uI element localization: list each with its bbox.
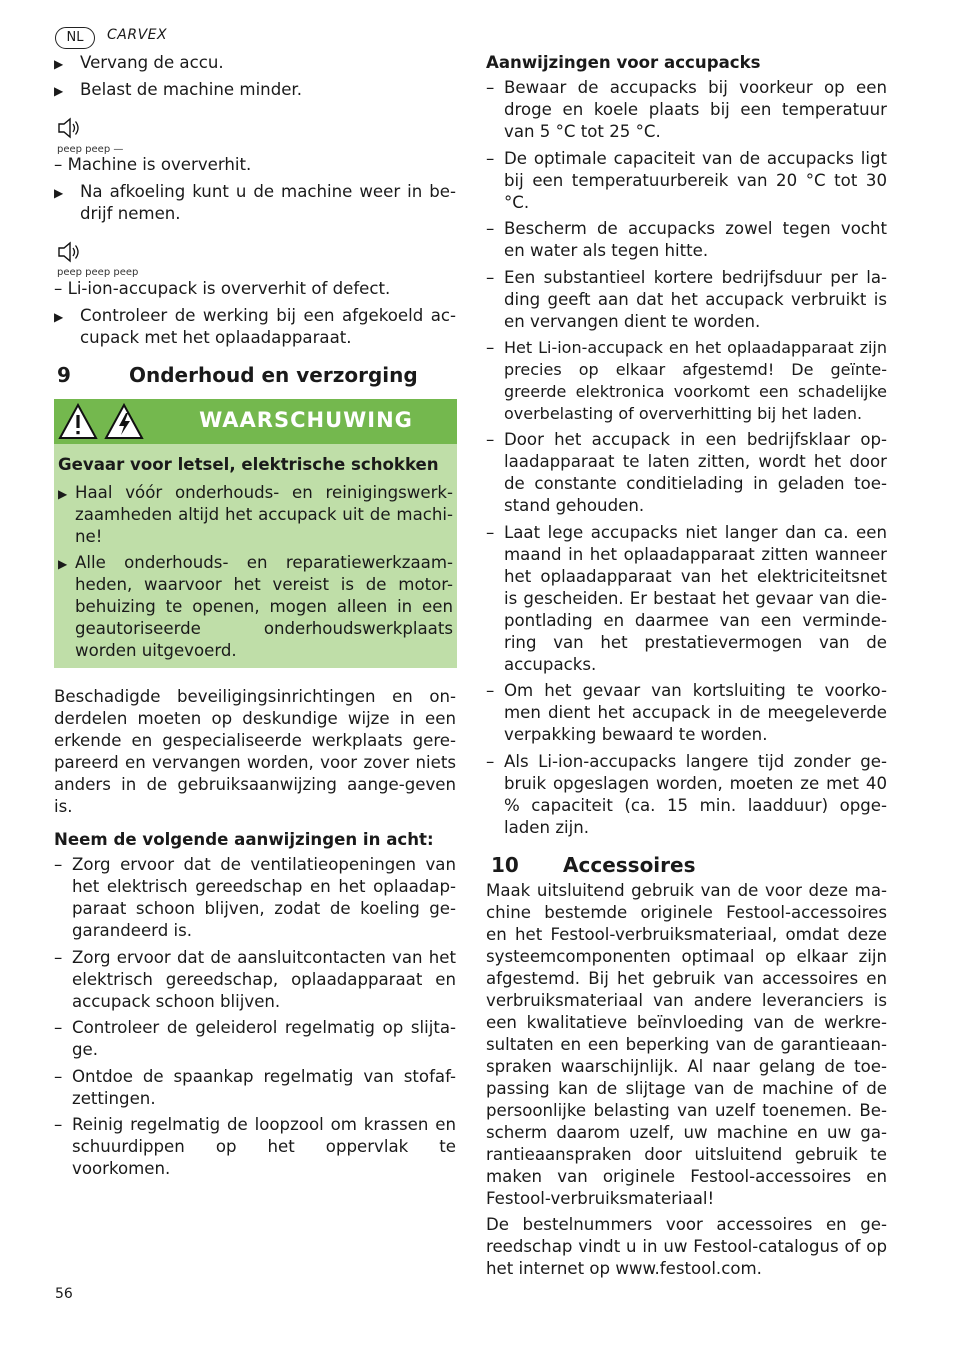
warning-body — [54, 444, 457, 668]
signal-overheat-text: – Machine is oververhit. — [54, 155, 252, 174]
section-number: 10 — [491, 853, 519, 877]
note-item: – Zorg ervoor dat de ventilatieopeningen van het elektrisch gereedschap en het oplaadap-paraat schoon blijven, zodat de koeling ge-garandeerd is. — [54, 855, 456, 940]
battery-note: – Bescherm de accupacks zowel tegen vocht en water als tegen hitte. — [486, 219, 887, 260]
battery-note: – Om het gevaar van kortsluiting te voorko-men dient het accupack in de meegeleverde verpakking bewaard te worden. — [486, 681, 887, 744]
sound-icon — [56, 241, 82, 263]
bullet-arrow-icon: ▶ — [54, 310, 64, 324]
bullet-cool: ▶ Na afkoeling kunt u de machine weer in be-drijf nemen. — [54, 182, 456, 223]
bullet-arrow-icon: ▶ — [58, 557, 68, 571]
bullet-replace: ▶ Vervang de accu. — [54, 52, 456, 75]
warning-triangle-icon — [58, 403, 98, 440]
battery-note: – Als Li-ion-accupacks langere tijd zonder ge-bruik opgeslagen worden, moeten ze met 40 % capaciteit (ca. 15 min. laadduur) opge-laden zijn. — [486, 752, 887, 837]
page-number: 56 — [55, 1286, 73, 1302]
product-name: CARVEX — [107, 27, 168, 43]
bullet-arrow-icon: ▶ — [54, 186, 64, 200]
note-item: – Zorg ervoor dat de aansluitcontacten van het elektrisch gereedschap, oplaadapparaat en accupack schoon blijven. — [54, 948, 456, 1011]
warning-header — [54, 399, 457, 444]
notes-heading: Neem de volgende aanwijzingen in acht: — [54, 830, 434, 849]
section-number: 9 — [57, 363, 71, 387]
order-numbers-paragraph: De bestelnummers voor accessoires en ge-reedschap vindt u in uw Festool-catalogus of op het internet op www.festool.com. — [486, 1215, 887, 1278]
bullet-load: ▶ Belast de machine minder. — [54, 79, 456, 102]
sound-icon — [56, 117, 82, 139]
warning-item: ▶ Alle onderhouds- en reparatiewerkzaam-heden, waarvoor het vereist is de motor-behuizing te openen, mogen alleen in een geautoriseerde onderhoudswerkplaats worden uitgevoerd. — [58, 553, 453, 660]
warning-item: ▶ Haal vóór onderhouds- en reinigingswerk-zaamheden altijd het accupack uit de machi-ne! — [58, 483, 453, 546]
note-item: – Controleer de geleiderol regelmatig op slijta-ge. — [54, 1018, 456, 1059]
language-badge: NL — [55, 27, 95, 49]
battery-note: – Laat lege accupacks niet langer dan ca. een maand in het oplaadapparaat zitten wanneer het oplaadapparaat van het elektriciteitsnet is gescheiden. Er bestaat het gevaar van die-pontlading en daarmee van een verminde-ring van het prestatievermogen van de accupacks. — [486, 523, 887, 674]
electric-hazard-icon — [104, 403, 144, 440]
section-9-heading — [57, 362, 457, 388]
battery-notes-heading: Aanwijzingen voor accupacks — [486, 53, 761, 72]
peep-label: peep peep peep — [57, 267, 139, 278]
note-item: – Ontdoe de spaankap regelmatig van stofaf-zettingen. — [54, 1067, 456, 1108]
battery-note: – Een substantieel kortere bedrijfsduur per la-ding geeft aan dat het accupack verbruikt is en vervangen dient te worden. — [486, 268, 887, 331]
bullet-arrow-icon: ▶ — [54, 84, 64, 98]
battery-note: – Door het accupack in een bedrijfsklaar op-laadapparaat te laten zitten, wordt het door de constante conditielading in geladen toe-stand gehouden. — [486, 430, 887, 515]
note-item: – Reinig regelmatig de loopzool om krassen en schuurdippen op het oppervlak te voorkomen. — [54, 1115, 456, 1178]
section-title: Accessoires — [563, 853, 696, 877]
peep-label: peep peep — — [57, 144, 124, 155]
warning-title: WAARSCHUWING — [199, 408, 413, 432]
damaged-parts-paragraph: Beschadigde beveiligingsinrichtingen en on-derdelen moeten op deskundige wijze in een erkende en gespecialiseerde werkplaats gere-pareerd en vervangen worden, voor zover niets anders in de gebruiksaanwijzing aange-geven is. — [54, 687, 456, 816]
bullet-arrow-icon: ▶ — [54, 57, 64, 71]
bullet-arrow-icon: ▶ — [58, 487, 68, 501]
bullet-check: ▶ Controleer de werking bij een afgekoeld ac-cupack met het oplaadapparaat. — [54, 306, 456, 347]
signal-defect-text: – Li-ion-accupack is oververhit of defect. — [54, 279, 391, 298]
accessories-paragraph: Maak uitsluitend gebruik van de voor deze ma-chine bestemde originele Festool-accessoires en het Festool-verbruiksmateriaal, omdat deze systeemcomponenten optimaal op elkaar zijn afgestemd. Bij het gebruik van accessoires en verbruiksmateriaal van andere leveranciers is een kwalitatieve beïnvloeding van de werkre-sultaten en een beperking van de garantieaan-spraken waarschijnlijk. Al naar gelang de toe-passing kan de slijtage van de machine of de persoonlijke belasting van uzelf toenemen. Be-scherm daarom uzelf, uw machine en uw ga-rantieaanspraken door uitsluitend gebruik te maken van originele Festool-accessoires en Festool-verbruiksmateriaal! — [486, 881, 887, 1208]
section-title: Onderhoud en verzorging — [129, 363, 418, 387]
battery-note: – Bewaar de accupacks bij voorkeur op een droge en koele plaats bij een temperatuur van 5 °C tot 25 °C. — [486, 78, 887, 141]
battery-note: – Het Li-ion-accupack en het oplaadapparaat zijn precies op elkaar afgestemd! De geïnte-greerde elektronica voorkomt een schadelijke overbelasting of oververhitting bij het laden. — [486, 338, 887, 423]
warning-subtitle: Gevaar voor letsel, elektrische schokken — [58, 455, 439, 474]
section-10-heading — [491, 852, 887, 878]
battery-note: – De optimale capaciteit van de accupacks ligt bij een temperatuurbereik van 20 °C tot 30 °C. — [486, 149, 887, 212]
